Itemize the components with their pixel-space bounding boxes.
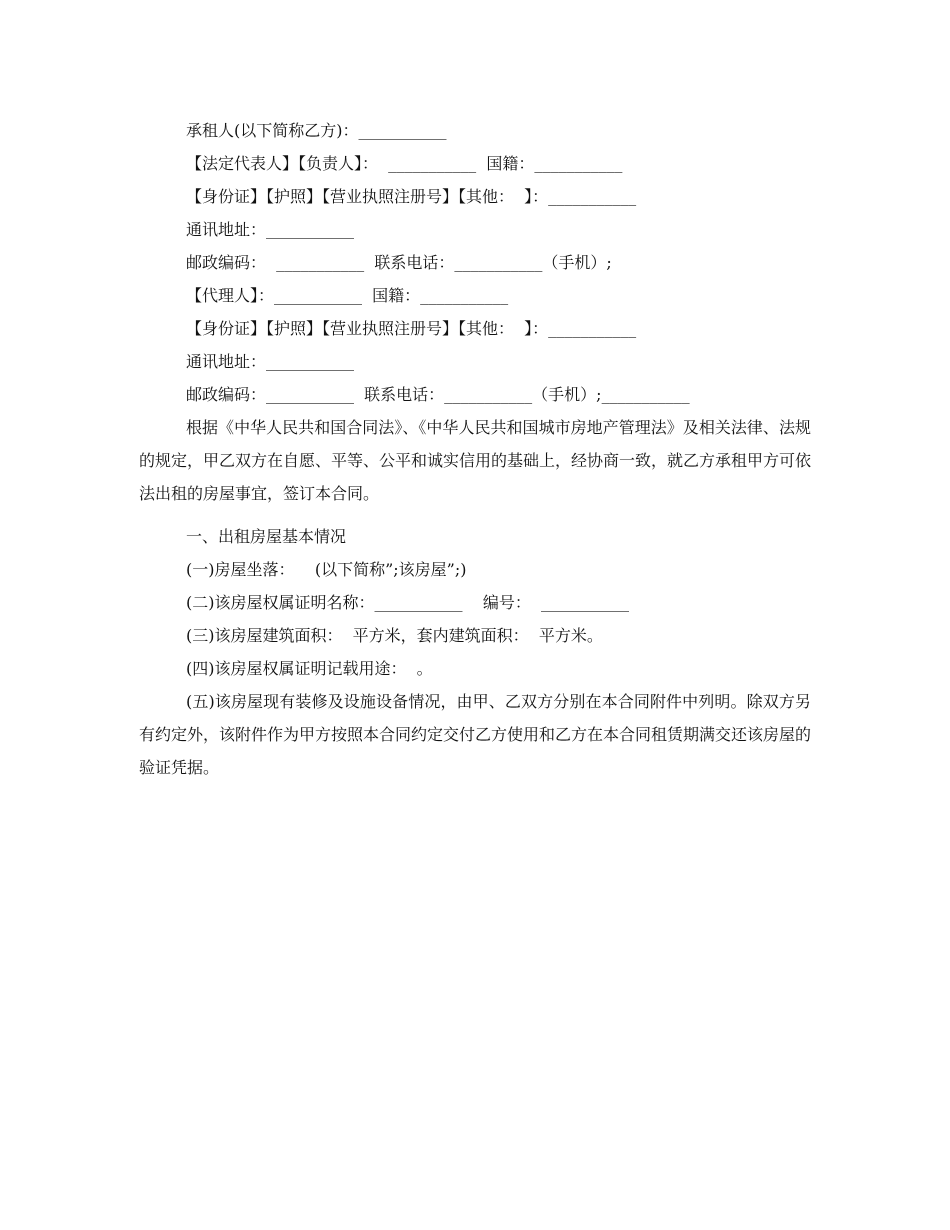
clause-4: (四)该房屋权属证明记载用途： 。 <box>186 659 433 678</box>
lessee-address-line: 通讯地址：___________ <box>186 220 355 239</box>
agent-id-line: 【身份证】【护照】【营业执照注册号】【其他： 】：___________ <box>186 319 637 338</box>
clause-2: (二)该房屋权属证明名称：___________ 编号： ___________ <box>186 593 630 612</box>
agent-name-line: 【代理人】：___________ 国籍：___________ <box>186 286 509 305</box>
clause-3: (三)该房屋建筑面积： 平方米，套内建筑面积： 平方米。 <box>186 626 603 645</box>
section-heading: 一、出租房屋基本情况 <box>186 527 347 546</box>
lessee-representative-line: 【法定代表人】【负责人】： ___________ 国籍：___________ <box>186 154 623 173</box>
preamble-paragraph: 根据《中华人民共和国合同法》、《中华人民共和国城市房地产管理法》及相关法律、法规的规定，甲乙双方在自愿、平等、公平和诚实信用的基础上，经协商一致，就乙方承租甲方可依法出租的房屋事宜，签订本合同。 <box>139 418 812 503</box>
lessee-id-line: 【身份证】【护照】【营业执照注册号】【其他： 】：___________ <box>186 187 637 206</box>
clause-1: (一)房屋坐落： (以下简称”;该房屋”;) <box>186 560 467 579</box>
lessee-name-line: 承租人(以下简称乙方)：___________ <box>186 121 447 140</box>
agent-address-line: 通讯地址：___________ <box>186 352 355 371</box>
clause-5-paragraph: (五)该房屋现有装修及设施设备情况，由甲、乙双方分别在本合同附件中列明。除双方另有约定外，该附件作为甲方按照本合同约定交付乙方使用和乙方在本合同租赁期满交还该房屋的验证凭据。 <box>139 692 812 777</box>
lessee-contact-line: 邮政编码： ___________ 联系电话：___________（手机）; <box>186 253 612 272</box>
agent-contact-line: 邮政编码：___________ 联系电话：___________（手机）;___________ <box>186 385 690 404</box>
